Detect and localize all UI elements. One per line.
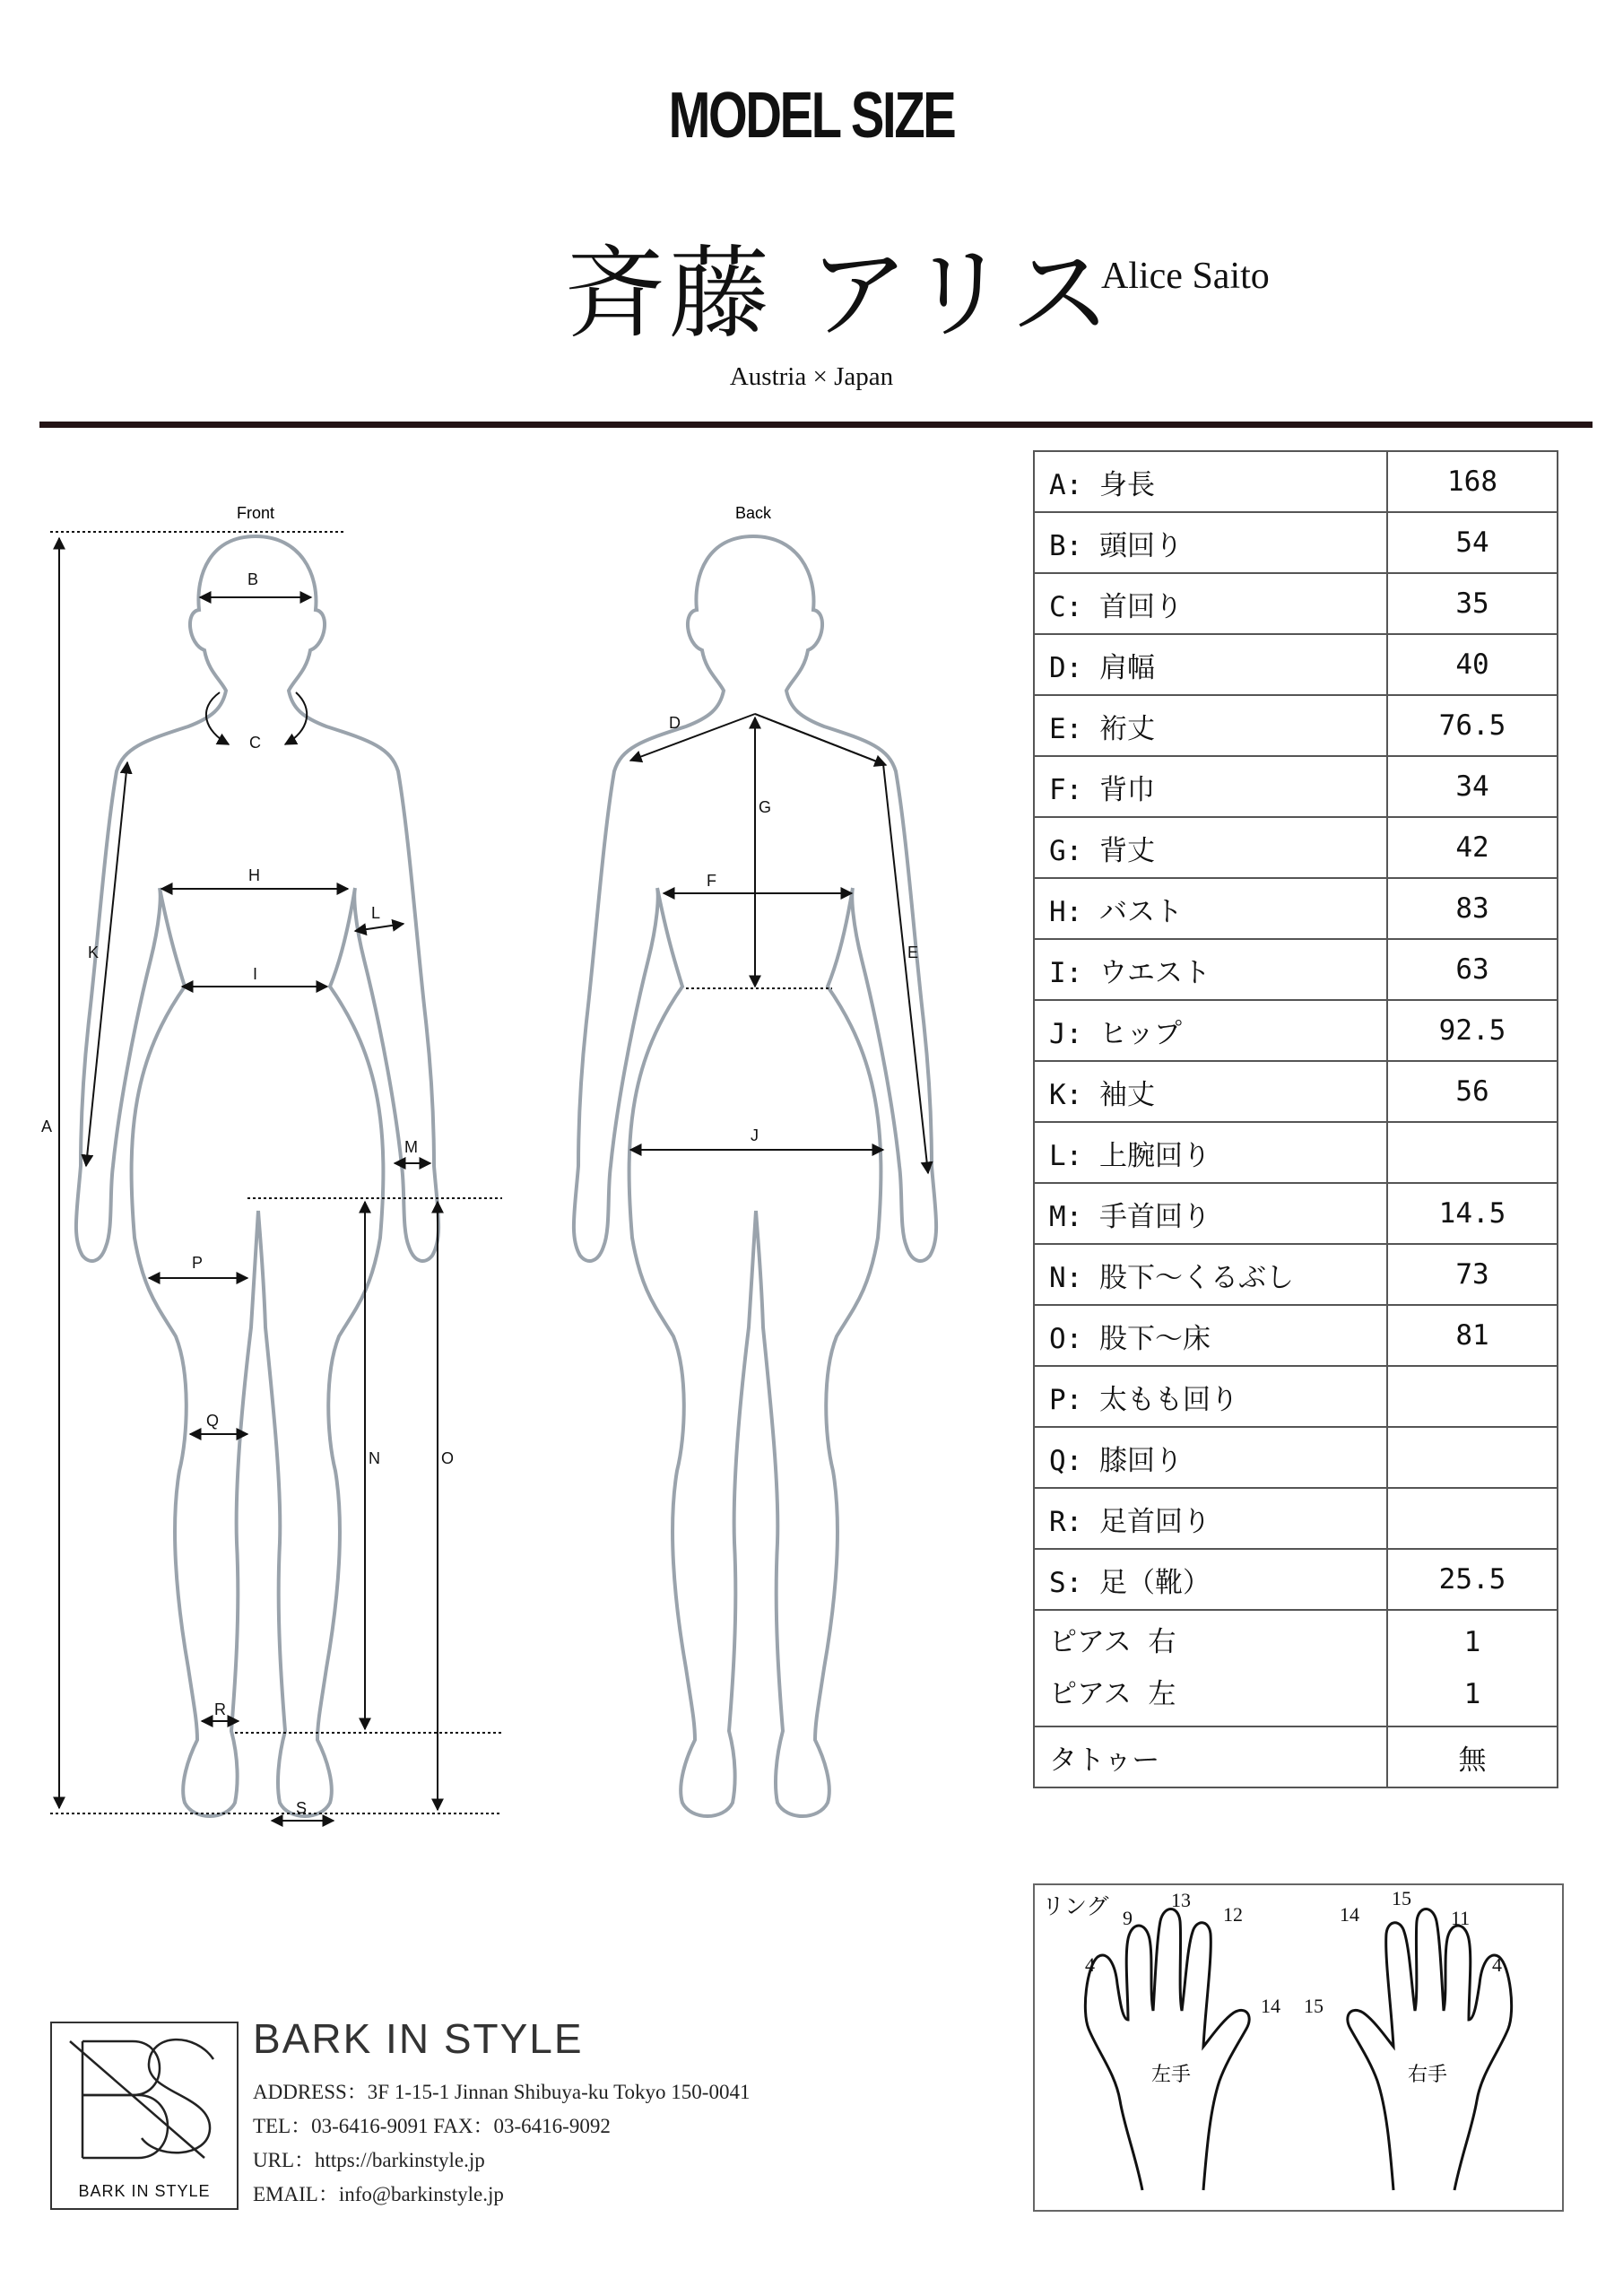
model-name-japanese: 斉藤 アリス bbox=[565, 236, 1115, 352]
letter-a: A bbox=[41, 1118, 53, 1135]
measurement-value: 35 bbox=[1387, 573, 1558, 634]
measurement-value: 73 bbox=[1387, 1244, 1558, 1305]
piercing-left-label: ピアス 左 bbox=[1049, 1678, 1176, 1710]
ring-right-thumb: 15 bbox=[1304, 1995, 1324, 2017]
measurement-value: 168 bbox=[1387, 451, 1558, 512]
measurement-label: I: ウエスト bbox=[1034, 939, 1387, 1000]
tattoo-label: タトゥー bbox=[1034, 1726, 1387, 1787]
piercing-right-label: ピアス 右 bbox=[1049, 1626, 1176, 1658]
measurement-row bbox=[1034, 1000, 1558, 1061]
letter-h: H bbox=[248, 866, 260, 884]
measurement-value: 56 bbox=[1387, 1061, 1558, 1122]
measurement-label: S: 足（靴） bbox=[1034, 1549, 1387, 1610]
measurement-row bbox=[1034, 634, 1558, 695]
measurement-row bbox=[1034, 1549, 1558, 1610]
hands-illustration bbox=[1035, 1885, 1562, 2210]
measurement-value: 63 bbox=[1387, 939, 1558, 1000]
measurement-row bbox=[1034, 1488, 1558, 1549]
left-hand-label: 左手 bbox=[1151, 2064, 1192, 2086]
letter-k: K bbox=[88, 944, 100, 961]
measurement-label: H: バスト bbox=[1034, 878, 1387, 939]
model-name-english: Alice Saito bbox=[1101, 256, 1270, 297]
measurement-row bbox=[1034, 1122, 1558, 1183]
measurement-value bbox=[1387, 1122, 1558, 1183]
ring-left-index: 12 bbox=[1223, 1903, 1243, 1926]
back-label: Back bbox=[734, 504, 772, 522]
company-address: ADDRESS：3F 1-15-1 Jinnan Shibuya-ku Tokyo 150-0041 bbox=[253, 2081, 751, 2103]
tattoo-value: 無 bbox=[1387, 1726, 1558, 1787]
letter-r: R bbox=[214, 1700, 226, 1718]
letter-d: D bbox=[669, 714, 681, 732]
tattoo-row bbox=[1034, 1726, 1558, 1787]
measurement-value: 14.5 bbox=[1387, 1183, 1558, 1244]
ring-right-index: 14 bbox=[1340, 1903, 1359, 1926]
measurement-row bbox=[1034, 695, 1558, 756]
piercing-row bbox=[1034, 1610, 1558, 1726]
letter-e: E bbox=[907, 944, 919, 961]
measurement-value bbox=[1387, 1366, 1558, 1427]
left-hand-outline bbox=[1085, 1909, 1249, 2191]
right-hand-outline bbox=[1348, 1909, 1512, 2191]
header-divider bbox=[39, 422, 1593, 428]
front-silhouette bbox=[76, 536, 438, 1816]
ring-left-ring: 9 bbox=[1123, 1907, 1133, 1929]
nationality: Austria × Japan bbox=[729, 362, 894, 391]
measurement-value: 83 bbox=[1387, 878, 1558, 939]
ring-left-thumb: 14 bbox=[1261, 1995, 1280, 2017]
letter-o: O bbox=[441, 1449, 455, 1467]
piercing-left-value: 1 bbox=[1463, 1678, 1481, 1710]
measurement-value: 54 bbox=[1387, 512, 1558, 573]
letter-f: F bbox=[707, 872, 716, 890]
ring-left-middle: 13 bbox=[1171, 1889, 1191, 1911]
measurement-label: P: 太もも回り bbox=[1034, 1366, 1387, 1427]
arrow-c-right bbox=[285, 692, 307, 744]
measurement-value: 42 bbox=[1387, 817, 1558, 878]
measurement-row bbox=[1034, 939, 1558, 1000]
logo-caption: BARK IN STYLE bbox=[78, 2182, 211, 2200]
measurement-label: Q: 膝回り bbox=[1034, 1427, 1387, 1488]
letter-b: B bbox=[247, 570, 259, 588]
measurement-row bbox=[1034, 512, 1558, 573]
letter-j: J bbox=[751, 1126, 759, 1144]
measurement-label: R: 足首回り bbox=[1034, 1488, 1387, 1549]
measurement-row bbox=[1034, 1366, 1558, 1427]
letter-g: G bbox=[759, 798, 772, 816]
measurement-label: A: 身長 bbox=[1034, 451, 1387, 512]
ring-right-pinky: 4 bbox=[1492, 1953, 1502, 1976]
arrow-d-left bbox=[630, 714, 755, 761]
piercing-right-value: 1 bbox=[1463, 1626, 1481, 1658]
measurement-row bbox=[1034, 878, 1558, 939]
measurement-value: 92.5 bbox=[1387, 1000, 1558, 1061]
body-measurement-diagram bbox=[0, 448, 1022, 1830]
measurement-row bbox=[1034, 1244, 1558, 1305]
company-phone-fax: TEL：03-6416-9091 FAX：03-6416-9092 bbox=[253, 2115, 611, 2137]
letter-l: L bbox=[371, 904, 381, 922]
measurement-value: 40 bbox=[1387, 634, 1558, 695]
measurement-row bbox=[1034, 1183, 1558, 1244]
measurement-letters bbox=[41, 570, 918, 1817]
measurement-value: 76.5 bbox=[1387, 695, 1558, 756]
measurement-label: B: 頭回り bbox=[1034, 512, 1387, 573]
measurement-value: 81 bbox=[1387, 1305, 1558, 1366]
logo-mark bbox=[52, 2023, 237, 2176]
measurement-value: 34 bbox=[1387, 756, 1558, 817]
measurement-label: C: 首回り bbox=[1034, 573, 1387, 634]
measurement-row bbox=[1034, 817, 1558, 878]
measurement-label: F: 背巾 bbox=[1034, 756, 1387, 817]
ring-size-panel bbox=[1033, 1883, 1564, 2212]
measurement-row bbox=[1034, 451, 1558, 512]
measurement-row bbox=[1034, 1427, 1558, 1488]
ring-right-middle: 15 bbox=[1392, 1887, 1411, 1909]
measurement-value bbox=[1387, 1488, 1558, 1549]
measurement-row bbox=[1034, 756, 1558, 817]
letter-n: N bbox=[369, 1449, 380, 1467]
brand-name: BARK IN STYLE bbox=[253, 2015, 584, 2062]
company-logo bbox=[50, 2022, 239, 2210]
measurement-label: J: ヒップ bbox=[1034, 1000, 1387, 1061]
letter-s: S bbox=[296, 1799, 308, 1817]
arrow-l bbox=[355, 924, 404, 931]
company-url[interactable]: URL：https://barkinstyle.jp bbox=[253, 2149, 485, 2171]
measurement-label: N: 股下～くるぶし bbox=[1034, 1244, 1387, 1305]
letter-i: I bbox=[253, 965, 258, 983]
arrow-c-left bbox=[206, 692, 229, 744]
measurement-row bbox=[1034, 1061, 1558, 1122]
measurement-label: G: 背丈 bbox=[1034, 817, 1387, 878]
company-email[interactable]: EMAIL：info@barkinstyle.jp bbox=[253, 2183, 504, 2205]
measurement-row bbox=[1034, 1305, 1558, 1366]
measurement-label: D: 肩幅 bbox=[1034, 634, 1387, 695]
ring-left-pinky: 4 bbox=[1085, 1953, 1095, 1976]
measurement-label: L: 上腕回り bbox=[1034, 1122, 1387, 1183]
measurement-value: 25.5 bbox=[1387, 1549, 1558, 1610]
letter-c: C bbox=[249, 734, 261, 752]
measurements-table bbox=[1033, 450, 1558, 1788]
ring-right-ring: 11 bbox=[1451, 1907, 1471, 1929]
measurement-value bbox=[1387, 1427, 1558, 1488]
measurement-label: E: 裄丈 bbox=[1034, 695, 1387, 756]
letter-q: Q bbox=[206, 1412, 220, 1430]
right-hand-label: 右手 bbox=[1408, 2064, 1448, 2086]
measurement-label: K: 袖丈 bbox=[1034, 1061, 1387, 1122]
ring-title: リング bbox=[1042, 1893, 1109, 1919]
measurement-label: O: 股下～床 bbox=[1034, 1305, 1387, 1366]
letter-p: P bbox=[192, 1254, 204, 1272]
measurement-label: M: 手首回り bbox=[1034, 1183, 1387, 1244]
letter-m: M bbox=[404, 1138, 418, 1156]
page-title: MODEL SIZE bbox=[668, 80, 955, 152]
measurement-row bbox=[1034, 573, 1558, 634]
front-label: Front bbox=[236, 504, 275, 522]
